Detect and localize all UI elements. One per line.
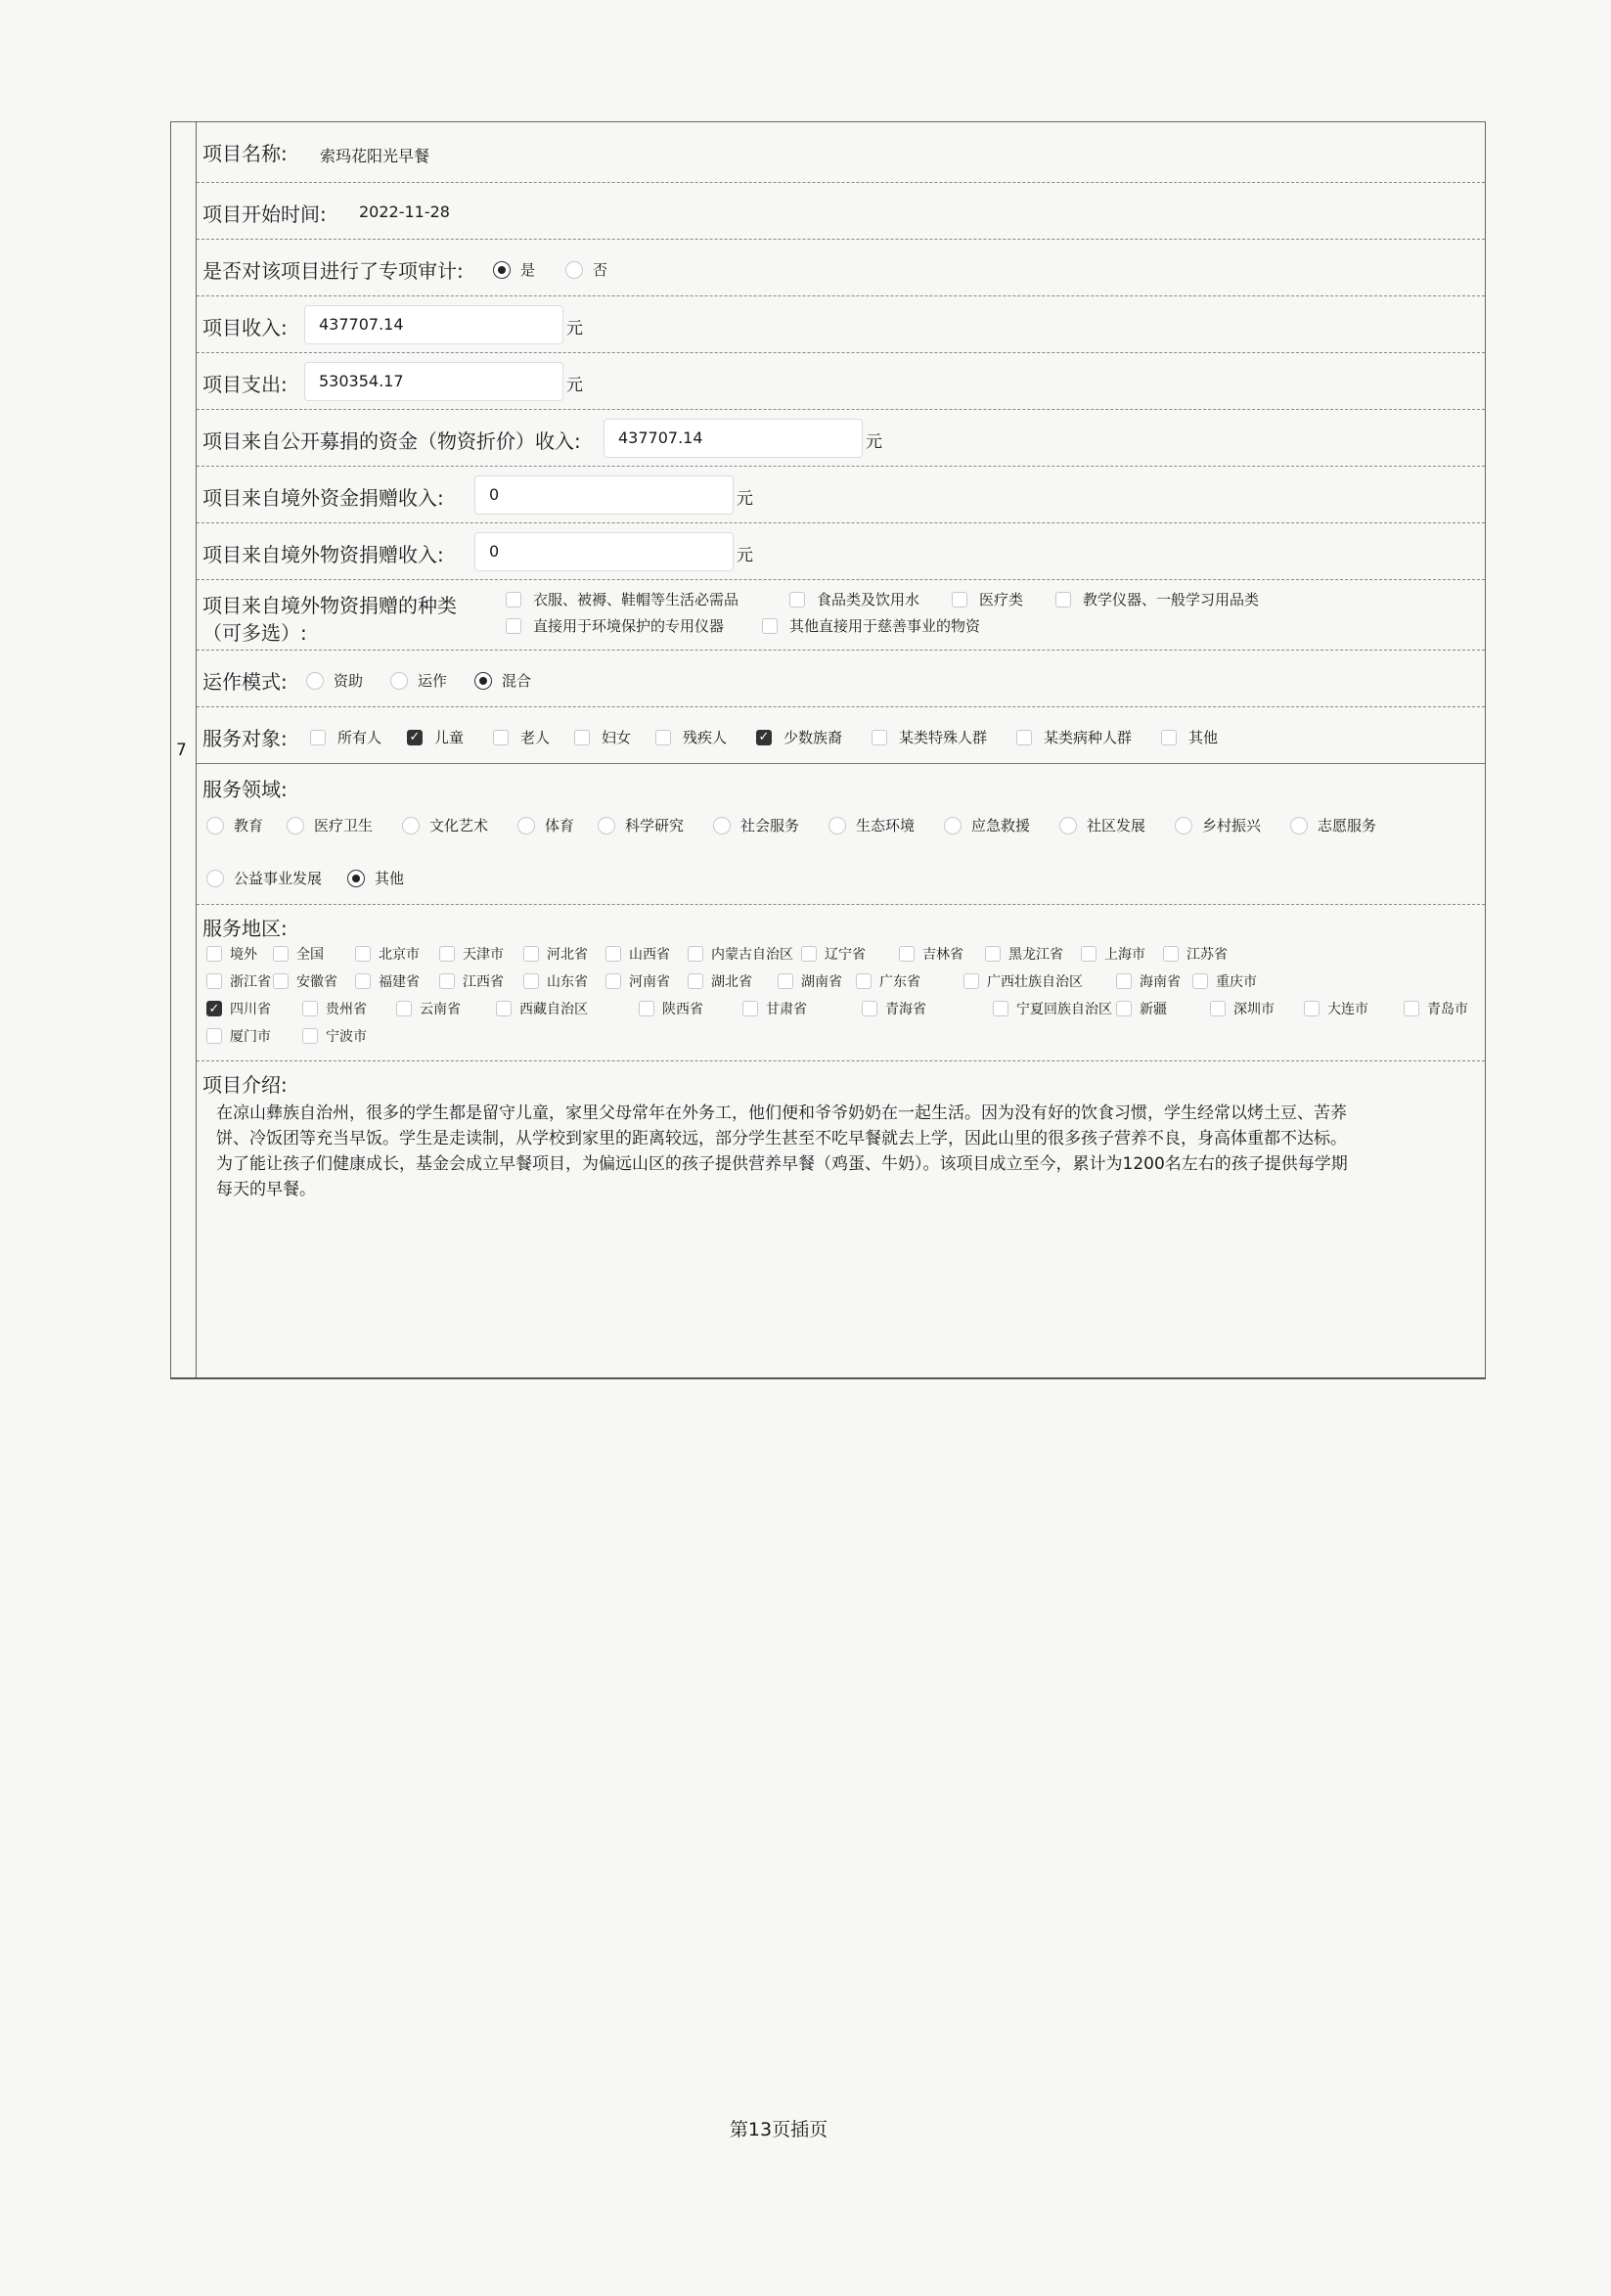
checkbox[interactable] <box>439 946 455 962</box>
project-form <box>170 121 1486 1379</box>
option-label: 重庆市 <box>1216 974 1257 990</box>
foreign-goods-label: 项目来自境外物资捐赠收入: <box>202 543 444 566</box>
income-row <box>197 296 1485 353</box>
region-option[interactable] <box>206 1026 271 1046</box>
option-label: 直接用于环境保护的专用仪器 <box>533 617 725 635</box>
option-label: 浙江省 <box>230 974 271 990</box>
checkbox[interactable] <box>574 730 590 745</box>
field-culture[interactable] <box>402 815 488 835</box>
option-label: 山东省 <box>547 974 588 990</box>
checkbox[interactable] <box>963 973 979 989</box>
checkbox[interactable] <box>1210 1001 1226 1016</box>
option-label: 某类特殊人群 <box>899 729 988 746</box>
checkbox[interactable] <box>801 946 817 962</box>
project-name-row <box>197 122 1485 183</box>
option-label: 公益事业发展 <box>234 870 323 887</box>
start-time-row <box>197 183 1485 240</box>
option-label: 残疾人 <box>683 729 728 746</box>
regions-row <box>197 905 1485 1061</box>
region-option[interactable] <box>1192 971 1257 991</box>
radio[interactable] <box>390 672 408 690</box>
radio[interactable] <box>828 817 846 834</box>
field-rural[interactable] <box>1175 815 1261 835</box>
expense-unit: 元 <box>566 376 583 395</box>
radio[interactable] <box>1059 817 1077 834</box>
option-label: 境外 <box>230 947 257 963</box>
region-option[interactable] <box>439 971 504 991</box>
checkbox[interactable] <box>493 730 509 745</box>
checkbox[interactable] <box>1163 946 1179 962</box>
option-label: 四川省 <box>230 1002 271 1017</box>
checkbox[interactable] <box>523 946 539 962</box>
option-label: 安徽省 <box>296 974 337 990</box>
checkbox[interactable] <box>1304 1001 1320 1016</box>
option-label: 辽宁省 <box>825 947 866 963</box>
option-label: 老人 <box>520 729 551 746</box>
checkbox[interactable] <box>1081 946 1096 962</box>
audit-label: 是否对该项目进行了专项审计: <box>202 259 464 283</box>
checkbox[interactable] <box>1116 1001 1132 1016</box>
region-option[interactable] <box>355 971 420 991</box>
checkbox[interactable] <box>1161 730 1177 745</box>
region-option[interactable] <box>439 944 504 964</box>
field-medical[interactable] <box>287 815 373 835</box>
option-label: 衣服、被褥、鞋帽等生活必需品 <box>533 591 739 608</box>
field-public-welfare[interactable] <box>206 868 322 888</box>
region-option[interactable] <box>496 999 588 1018</box>
region-option[interactable] <box>862 999 926 1018</box>
option-label: 少数族裔 <box>783 729 843 746</box>
target-disease-group[interactable] <box>1016 727 1132 747</box>
targets-label: 服务对象: <box>202 727 288 750</box>
checkbox[interactable] <box>1116 973 1132 989</box>
goods-type-medical[interactable] <box>952 589 1023 609</box>
option-label: 新疆 <box>1140 1002 1167 1017</box>
income-label: 项目收入: <box>202 316 288 339</box>
option-label: 湖南省 <box>801 974 842 990</box>
region-option[interactable] <box>1304 999 1368 1018</box>
option-label: 广西壮族自治区 <box>987 974 1083 990</box>
option-label: 妇女 <box>602 729 632 746</box>
checkbox[interactable] <box>302 1001 318 1016</box>
option-label: 社会服务 <box>740 817 800 834</box>
foreign-goods-unit: 元 <box>737 546 753 565</box>
checkbox[interactable] <box>273 946 289 962</box>
field-volunteer[interactable] <box>1290 815 1376 835</box>
option-label: 生态环境 <box>856 817 916 834</box>
option-label: 深圳市 <box>1233 1002 1275 1017</box>
audit-yes-option[interactable] <box>493 259 535 280</box>
radio[interactable] <box>402 817 420 834</box>
income-input[interactable]: 437707.14 <box>304 305 563 344</box>
checkbox[interactable] <box>396 1001 412 1016</box>
checkbox[interactable]: ✓ <box>756 730 772 745</box>
radio[interactable] <box>206 870 224 887</box>
radio[interactable] <box>944 817 962 834</box>
public-fund-row <box>197 410 1485 467</box>
intro-line: 每天的早餐。 <box>216 1180 316 1199</box>
checkbox[interactable] <box>952 592 967 608</box>
goods-type-env[interactable] <box>506 615 724 636</box>
public-fund-unit: 元 <box>866 432 882 452</box>
option-label: 福建省 <box>379 974 420 990</box>
option-label: 体育 <box>545 817 575 834</box>
region-option[interactable] <box>985 944 1063 964</box>
region-option[interactable] <box>801 944 866 964</box>
foreign-fund-unit: 元 <box>737 489 753 509</box>
audit-yes-label: 是 <box>520 261 536 279</box>
option-label: 资助 <box>334 672 364 690</box>
checkbox[interactable] <box>655 730 671 745</box>
checkbox[interactable] <box>355 946 371 962</box>
audit-no-option[interactable] <box>565 259 607 280</box>
region-option[interactable] <box>523 971 588 991</box>
checkbox[interactable]: ✓ <box>407 730 423 745</box>
option-label: 其他 <box>375 870 405 887</box>
radio[interactable] <box>598 817 615 834</box>
field-community[interactable] <box>1059 815 1145 835</box>
checkbox[interactable] <box>206 973 222 989</box>
checkbox[interactable] <box>506 592 521 608</box>
radio[interactable] <box>347 870 365 887</box>
goods-type-daily[interactable] <box>506 589 738 609</box>
option-label: 青岛市 <box>1427 1002 1468 1017</box>
target-children[interactable] <box>407 727 464 747</box>
target-elderly[interactable] <box>493 727 550 747</box>
field-ecology[interactable] <box>828 815 915 835</box>
region-option[interactable] <box>993 999 1112 1018</box>
checkbox[interactable] <box>206 946 222 962</box>
intro-line: 饼、冷饭团等充当早饭。学生是走读制，从学校到家里的距离较远，部分学生甚至不吃早餐就去上学，因此山里的很多孩子营养不良，身高体重都不达标。 <box>216 1129 1347 1148</box>
audit-no-label: 否 <box>593 261 608 279</box>
mode-option-mixed[interactable] <box>474 670 531 691</box>
mode-option-fund[interactable] <box>306 670 363 691</box>
goods-type-other[interactable] <box>762 615 980 636</box>
intro-text <box>216 1101 1468 1202</box>
foreign-goods-input[interactable]: 0 <box>474 532 734 571</box>
goods-types-label: 项目来自境外物资捐赠的种类 <box>202 594 457 617</box>
region-option[interactable] <box>963 971 1083 991</box>
checkbox[interactable] <box>302 1028 318 1044</box>
option-label: 广东省 <box>879 974 920 990</box>
region-option[interactable] <box>605 971 670 991</box>
option-label: 大连市 <box>1327 1002 1368 1017</box>
option-label: 全国 <box>296 947 324 963</box>
checkbox[interactable] <box>985 946 1001 962</box>
goods-types-row <box>197 580 1485 651</box>
audit-yes-radio[interactable] <box>493 261 511 279</box>
region-option[interactable] <box>899 944 963 964</box>
regions-label: 服务地区: <box>202 917 288 940</box>
field-emergency[interactable] <box>944 815 1030 835</box>
checkbox[interactable] <box>605 973 621 989</box>
field-education[interactable] <box>206 815 263 835</box>
radio[interactable] <box>517 817 535 834</box>
field-science[interactable] <box>598 815 684 835</box>
intro-line: 为了能让孩子们健康成长，基金会成立早餐项目，为偏远山区的孩子提供营养早餐（鸡蛋、牛奶）。该项目成立至今，累计为1200名左右的孩子提供每学期 <box>216 1154 1348 1174</box>
option-label: 天津市 <box>463 947 504 963</box>
option-label: 江苏省 <box>1186 947 1228 963</box>
checkbox[interactable] <box>762 618 778 634</box>
region-option[interactable] <box>856 971 920 991</box>
region-option[interactable] <box>523 944 588 964</box>
region-option[interactable] <box>688 971 752 991</box>
option-label: 乡村振兴 <box>1202 817 1262 834</box>
target-women[interactable] <box>574 727 631 747</box>
checkbox[interactable] <box>688 973 703 989</box>
region-option[interactable] <box>1116 971 1181 991</box>
region-option[interactable] <box>1404 999 1468 1018</box>
option-label: 山西省 <box>629 947 670 963</box>
option-label: 混合 <box>502 672 532 690</box>
checkbox[interactable] <box>1016 730 1032 745</box>
option-label: 志愿服务 <box>1318 817 1377 834</box>
target-disabled[interactable] <box>655 727 727 747</box>
checkbox[interactable] <box>310 730 326 745</box>
region-option[interactable] <box>688 944 793 964</box>
target-special-group[interactable] <box>872 727 987 747</box>
expense-row <box>197 353 1485 410</box>
footer-text: 第13页插页 <box>729 2119 828 2140</box>
income-unit: 元 <box>566 319 583 338</box>
checkbox[interactable] <box>1055 592 1071 608</box>
option-label: 黑龙江省 <box>1008 947 1063 963</box>
option-label: 社区发展 <box>1087 817 1146 834</box>
option-label: 食品类及饮用水 <box>817 591 920 608</box>
region-option[interactable] <box>396 999 461 1018</box>
region-option[interactable] <box>1116 999 1167 1018</box>
region-option[interactable] <box>273 944 324 964</box>
intro-line: 在凉山彝族自治州，很多的学生都是留守儿童，家里父母常年在外务工，他们便和爷爷奶奶在一起生活。因为没有好的饮食习惯，学生经常以烤土豆、苦荞 <box>216 1103 1347 1123</box>
expense-label: 项目支出: <box>202 373 288 396</box>
mode-option-operate[interactable] <box>390 670 447 691</box>
checkbox[interactable] <box>1404 1001 1419 1016</box>
page-footer <box>0 2115 1611 2141</box>
target-other[interactable] <box>1161 727 1218 747</box>
expense-input[interactable]: 530354.17 <box>304 362 563 401</box>
option-label: 内蒙古自治区 <box>711 947 793 963</box>
radio[interactable] <box>1175 817 1192 834</box>
option-label: 医疗卫生 <box>314 817 374 834</box>
option-label: 儿童 <box>434 729 465 746</box>
project-name-value: 索玛花阳光早餐 <box>320 147 430 165</box>
radio[interactable] <box>306 672 324 690</box>
mode-row <box>197 651 1485 707</box>
fields-label: 服务领域: <box>202 778 288 801</box>
region-option[interactable] <box>742 999 807 1018</box>
radio[interactable] <box>287 817 304 834</box>
option-label: 厦门市 <box>230 1029 271 1045</box>
option-label: 北京市 <box>379 947 420 963</box>
option-label: 吉林省 <box>922 947 963 963</box>
field-sports[interactable] <box>517 815 574 835</box>
checkbox[interactable] <box>273 973 289 989</box>
region-option[interactable] <box>302 1026 367 1046</box>
checkbox[interactable] <box>1192 973 1208 989</box>
region-option[interactable] <box>1163 944 1228 964</box>
radio[interactable] <box>474 672 492 690</box>
checkbox[interactable] <box>506 618 521 634</box>
checkbox[interactable] <box>523 973 539 989</box>
option-label: 江西省 <box>463 974 504 990</box>
option-label: 上海市 <box>1104 947 1145 963</box>
intro-label: 项目介绍: <box>202 1073 288 1097</box>
region-option[interactable] <box>605 944 670 964</box>
option-label: 宁波市 <box>326 1029 367 1045</box>
checkbox[interactable] <box>993 1001 1008 1016</box>
checkbox[interactable] <box>872 730 887 745</box>
option-label: 教育 <box>234 817 264 834</box>
checkbox[interactable]: ✓ <box>206 1001 222 1016</box>
region-option[interactable] <box>206 999 271 1018</box>
goods-types-label-2: （可多选）: <box>202 621 307 645</box>
goods-type-teaching[interactable] <box>1055 589 1259 609</box>
option-label: 贵州省 <box>326 1002 367 1017</box>
radio[interactable] <box>1290 817 1308 834</box>
region-option[interactable] <box>1081 944 1145 964</box>
region-option[interactable] <box>355 944 420 964</box>
option-label: 河南省 <box>629 974 670 990</box>
form-body <box>197 122 1485 1377</box>
checkbox[interactable] <box>605 946 621 962</box>
option-label: 其他直接用于慈善事业的物资 <box>789 617 981 635</box>
option-label: 所有人 <box>337 729 382 746</box>
checkbox[interactable] <box>856 973 872 989</box>
region-option[interactable] <box>778 971 842 991</box>
radio[interactable] <box>713 817 731 834</box>
checkbox[interactable] <box>439 973 455 989</box>
goods-type-food[interactable] <box>789 589 919 609</box>
checkbox[interactable] <box>899 946 915 962</box>
mode-label: 运作模式: <box>202 670 288 694</box>
audit-row <box>197 240 1485 296</box>
option-label: 河北省 <box>547 947 588 963</box>
option-label: 陕西省 <box>662 1002 703 1017</box>
foreign-fund-input[interactable]: 0 <box>474 475 734 515</box>
targets-row <box>197 707 1485 764</box>
option-label: 文化艺术 <box>429 817 489 834</box>
radio[interactable] <box>206 817 224 834</box>
row-number-column <box>171 122 197 1377</box>
foreign-goods-row <box>197 523 1485 580</box>
checkbox[interactable] <box>742 1001 758 1016</box>
fields-row <box>197 764 1485 905</box>
option-label: 运作 <box>418 672 448 690</box>
public-fund-input[interactable]: 437707.14 <box>604 419 863 458</box>
option-label: 云南省 <box>420 1002 461 1017</box>
row-number: 7 <box>176 741 187 760</box>
foreign-fund-label: 项目来自境外资金捐赠收入: <box>202 486 444 510</box>
region-option[interactable] <box>206 944 257 964</box>
region-option[interactable] <box>273 971 337 991</box>
start-time-value: 2022-11-28 <box>359 203 450 221</box>
checkbox[interactable] <box>862 1001 877 1016</box>
field-other[interactable] <box>347 868 404 888</box>
option-label: 西藏自治区 <box>519 1002 588 1017</box>
option-label: 应急救援 <box>971 817 1031 834</box>
foreign-fund-row <box>197 467 1485 523</box>
option-label: 其他 <box>1188 729 1219 746</box>
checkbox[interactable] <box>778 973 793 989</box>
audit-no-radio[interactable] <box>565 261 583 279</box>
option-label: 海南省 <box>1140 974 1181 990</box>
option-label: 教学仪器、一般学习用品类 <box>1083 591 1260 608</box>
option-label: 湖北省 <box>711 974 752 990</box>
start-time-label: 项目开始时间: <box>202 203 327 226</box>
checkbox[interactable] <box>688 946 703 962</box>
public-fund-label: 项目来自公开募捐的资金（物资折价）收入: <box>202 429 581 453</box>
checkbox[interactable] <box>496 1001 512 1016</box>
region-option[interactable] <box>206 971 271 991</box>
region-option[interactable] <box>1210 999 1275 1018</box>
target-minority[interactable] <box>756 727 842 747</box>
option-label: 科学研究 <box>625 817 685 834</box>
project-name-label: 项目名称: <box>202 142 288 165</box>
target-all[interactable] <box>310 727 381 747</box>
option-label: 甘肃省 <box>766 1002 807 1017</box>
option-label: 宁夏回族自治区 <box>1016 1002 1112 1017</box>
checkbox[interactable] <box>789 592 805 608</box>
option-label: 青海省 <box>885 1002 926 1017</box>
field-social[interactable] <box>713 815 799 835</box>
option-label: 医疗类 <box>979 591 1024 608</box>
region-option[interactable] <box>302 999 367 1018</box>
option-label: 某类病种人群 <box>1044 729 1133 746</box>
checkbox[interactable] <box>639 1001 654 1016</box>
checkbox[interactable] <box>355 973 371 989</box>
checkbox[interactable] <box>206 1028 222 1044</box>
region-option[interactable] <box>639 999 703 1018</box>
